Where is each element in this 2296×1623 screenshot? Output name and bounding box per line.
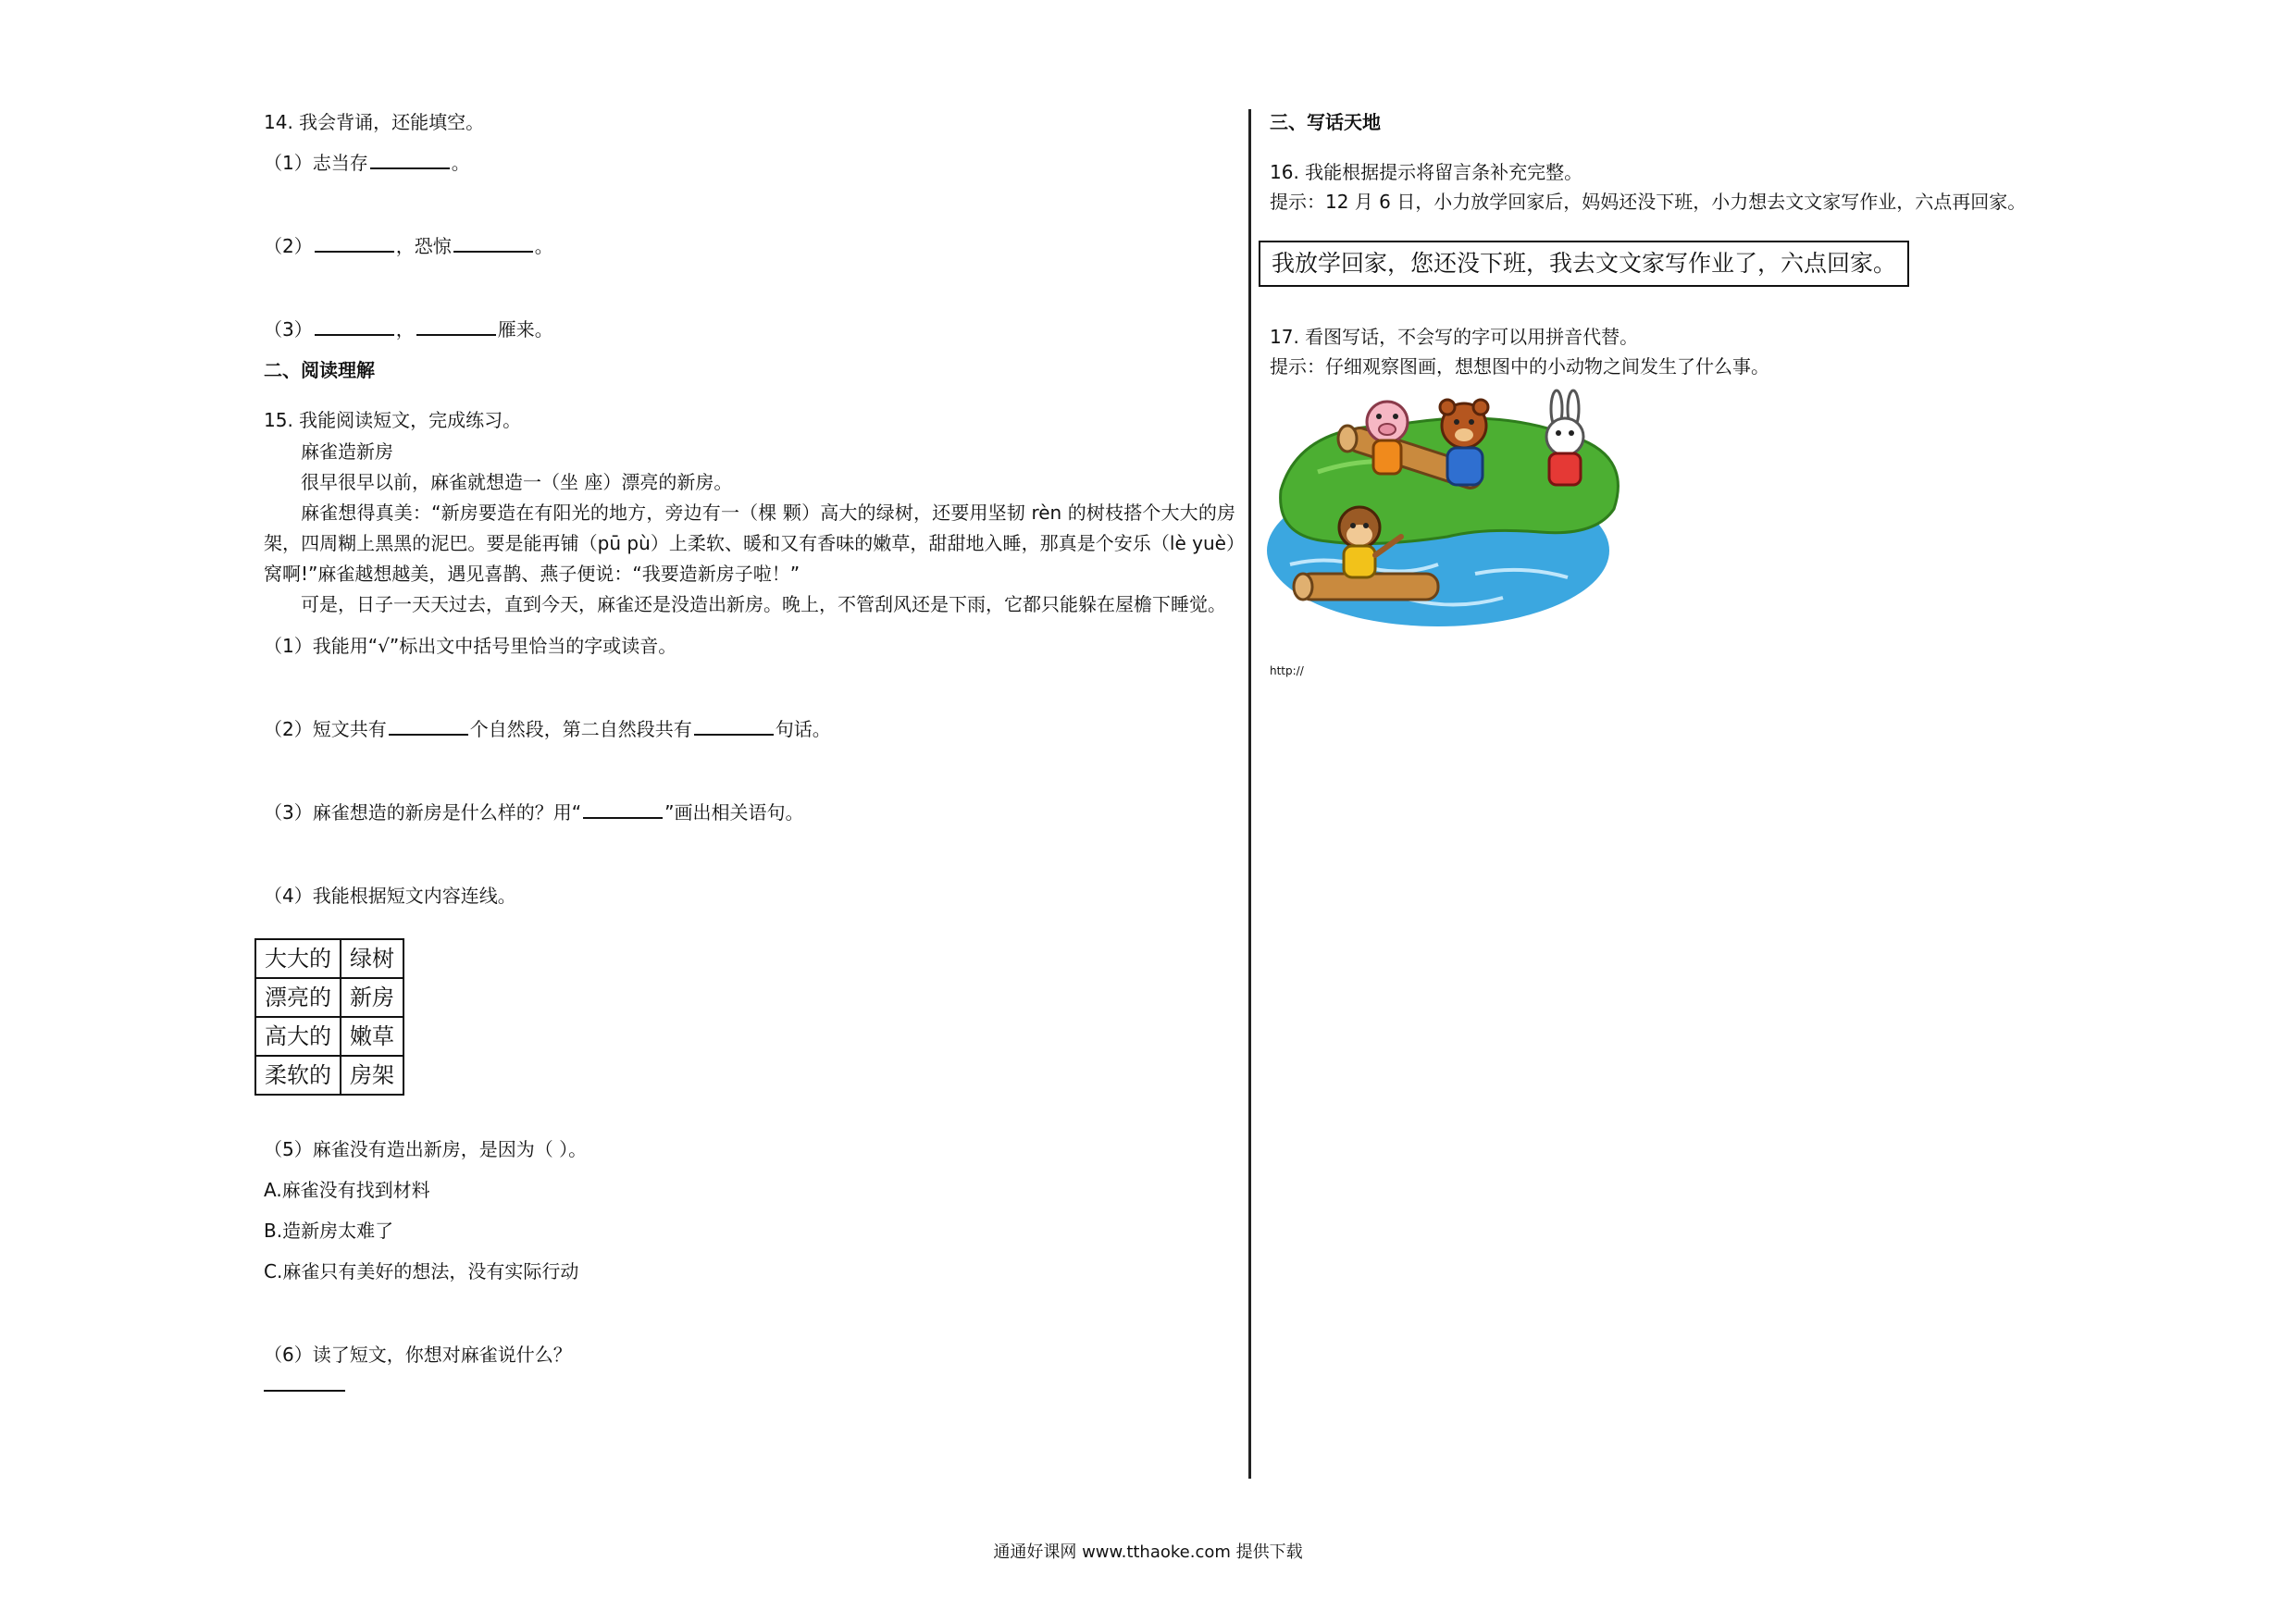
matching-right-cell[interactable]: 新房	[341, 978, 403, 1017]
q15-sub2-mid: 个自然段，第二自然段共有	[469, 718, 692, 740]
q15-sub2-post: 句话。	[775, 718, 831, 740]
q14-item2	[264, 233, 1235, 259]
fill-blank[interactable]	[315, 317, 394, 336]
q16-title: 16. 我能根据提示将留言条补充完整。	[1270, 161, 1583, 183]
q15-title: 15. 我能阅读短文，完成练习。	[264, 409, 522, 431]
matching-row	[255, 1017, 403, 1056]
matching-table	[254, 938, 404, 1096]
underline-sample	[583, 800, 663, 819]
matching-left-cell[interactable]: 高大的	[255, 1017, 341, 1056]
page-footer: 通通好课网 www.tthaoke.com 提供下载	[993, 1542, 1303, 1562]
section-writing-title: 三、写话天地	[1270, 111, 1381, 133]
matching-left-cell[interactable]: 柔软的	[255, 1056, 341, 1095]
option-b[interactable]: B.造新房太难了	[264, 1220, 394, 1242]
fill-blank[interactable]	[453, 234, 533, 253]
matching-right-cell[interactable]: 房架	[341, 1056, 403, 1095]
left-column	[264, 109, 1235, 1392]
q14-item3-post: 雁来。	[497, 318, 553, 341]
q14-title: 14. 我会背诵，还能填空。	[264, 111, 485, 133]
q14-item3-mid: ，	[395, 318, 415, 341]
answer-blank[interactable]	[264, 1388, 345, 1392]
q15-sub3-post: ”画出相关语句。	[664, 801, 804, 824]
q17-hint: 提示：仔细观察图画，想想图中的小动物之间发生了什么事。	[1270, 355, 1769, 378]
q14-item3	[264, 316, 1235, 342]
q14-item1-pre: （1）志当存	[264, 152, 368, 174]
q16-hint: 提示：12 月 6 日，小力放学回家后，妈妈还没下班，小力想去文文家写作业，六点再回家。	[1270, 191, 2027, 213]
section-reading-title: 二、阅读理解	[264, 359, 375, 381]
fill-blank[interactable]	[315, 234, 394, 253]
passage-title: 麻雀造新房	[301, 440, 393, 463]
q15-sub1: （1）我能用“√”标出文中括号里恰当的字或读音。	[264, 635, 677, 657]
q15-sub2-pre: （2）短文共有	[264, 718, 387, 740]
option-c[interactable]: C.麻雀只有美好的想法，没有实际行动	[264, 1260, 579, 1282]
message-note-box: 我放学回家，您还没下班，我去文文家写作业了，六点回家。	[1259, 241, 1909, 287]
q15-sub2	[264, 716, 1235, 742]
right-column	[1270, 109, 2103, 688]
q14-item2-pre: （2）	[264, 235, 313, 257]
matching-right-cell[interactable]: 嫩草	[341, 1017, 403, 1056]
q14-item2-post: 。	[534, 235, 553, 257]
option-a[interactable]: A.麻雀没有找到材料	[264, 1179, 430, 1201]
q15-sub3	[264, 799, 1235, 825]
matching-left-cell[interactable]: 漂亮的	[255, 978, 341, 1017]
q14-item1-post: 。	[451, 152, 470, 174]
q17-title: 17. 看图写话，不会写的字可以用拼音代替。	[1270, 326, 1639, 348]
matching-right-cell[interactable]: 绿树	[341, 939, 403, 978]
animals-river-illustration	[1262, 389, 1632, 638]
q15-sub4: （4）我能根据短文内容连线。	[264, 885, 516, 907]
url-text: http://	[1270, 664, 1304, 677]
column-divider	[1248, 109, 1251, 1479]
fill-blank[interactable]	[389, 717, 468, 736]
matching-row	[255, 939, 403, 978]
matching-row	[255, 1056, 403, 1095]
matching-left-cell[interactable]: 大大的	[255, 939, 341, 978]
q14-item1	[264, 150, 1235, 176]
note-box-wrap	[1259, 241, 2103, 287]
fill-blank[interactable]	[370, 151, 450, 169]
q15-sub3-pre: （3）麻雀想造的新房是什么样的？用“	[264, 801, 582, 824]
q15-sub5: （5）麻雀没有造出新房，是因为（ ）。	[264, 1138, 588, 1160]
fill-blank[interactable]	[694, 717, 774, 736]
fill-blank[interactable]	[416, 317, 496, 336]
matching-row	[255, 978, 403, 1017]
passage-para-2: 麻雀想得真美：“新房要造在有阳光的地方，旁边有一（棵 颗）高大的绿树，还要用坚韧 rèn 的树枝搭个大大的房架，四周糊上黑黑的泥巴。要是能再铺（pū pù）上柔软、暖和又有香味的嫩草，甜甜地入睡，那真是个安乐（lè yuè）窝啊!”麻雀越想越美，遇见喜鹊、燕子便说：“我要造新房子啦！”	[264, 502, 1235, 585]
q15-sub6: （6）读了短文，你想对麻雀说什么？	[264, 1344, 572, 1366]
passage-para-1: 很早很早以前，麻雀就想造一（坐 座）漂亮的新房。	[301, 471, 733, 493]
q14-item2-mid: ，恐惊	[395, 235, 452, 257]
passage-para-3: 可是，日子一天天过去，直到今天，麻雀还是没造出新房。晚上，不管刮风还是下雨，它都只能躲在屋檐下睡觉。	[301, 593, 1226, 615]
q14-item3-pre: （3）	[264, 318, 313, 341]
matching-table-body	[255, 939, 403, 1095]
